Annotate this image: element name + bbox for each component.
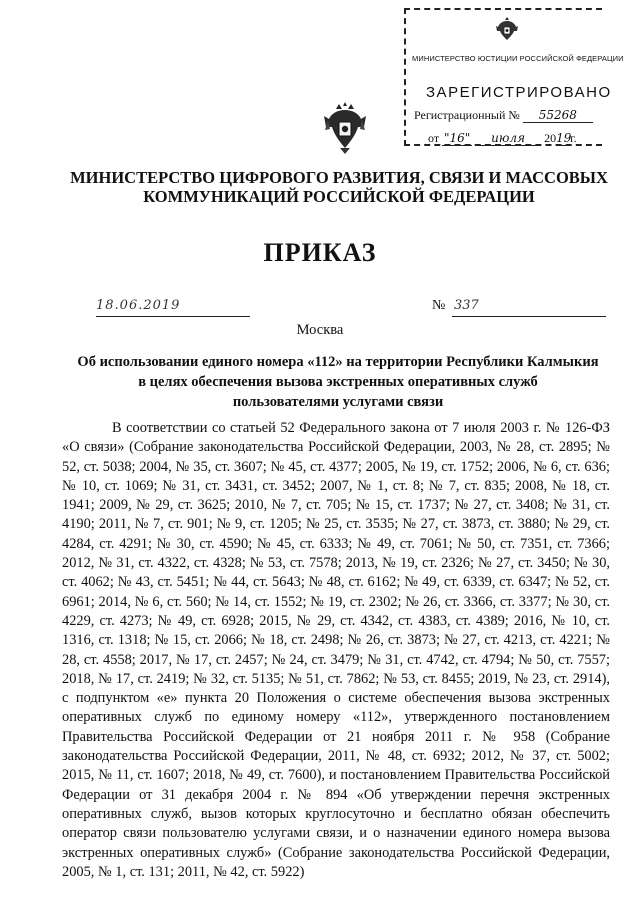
order-number-field — [452, 298, 606, 317]
stamp-reg-number-handwritten: 55268 — [523, 108, 593, 123]
stamp-registration-number — [414, 108, 593, 123]
ministry-name — [40, 168, 638, 206]
stamp-date-month: июля — [475, 131, 541, 146]
order-date-handwritten: 18.06.2019 — [96, 298, 181, 313]
stamp-date-year-prefix: 20 — [544, 131, 557, 145]
stamp-registration-date — [428, 131, 577, 146]
stamp-reg-label: Регистрационный № — [414, 108, 520, 122]
order-subject-line1: Об использовании единого номера «112» на территории Республики Калмыкия — [77, 354, 599, 370]
order-subject-line2: в целях обеспечения вызова экстренных оперативных служб — [138, 374, 538, 390]
order-date-field — [96, 298, 250, 317]
order-subject — [40, 352, 636, 412]
order-subject-line3: пользователями услугами связи — [232, 394, 444, 410]
order-city: Москва — [296, 322, 344, 338]
stamp-ministry-name: МИНИСТЕРСТВО ЮСТИЦИИ РОССИЙСКОЙ ФЕДЕРАЦИИ — [412, 54, 624, 63]
ministry-name-line2: КОММУНИКАЦИЙ РОССИЙСКОЙ ФЕДЕРАЦИИ — [143, 187, 535, 206]
coat-of-arms-icon — [322, 100, 368, 156]
stamp-date-year: 19 — [556, 131, 572, 145]
stamp-registered-label: ЗАРЕГИСТРИРОВАНО — [426, 84, 612, 101]
ministry-name-line1: МИНИСТЕРСТВО ЦИФРОВОГО РАЗВИТИЯ, СВЯЗИ И МАССОВЫХ — [70, 168, 608, 187]
stamp-date-prefix: от — [428, 131, 440, 145]
registration-stamp — [404, 8, 624, 146]
order-number-handwritten: 337 — [454, 298, 479, 313]
stamp-date-day: "16" — [443, 131, 471, 145]
coat-of-arms-icon — [494, 14, 520, 44]
stamp-date-suffix: г. — [570, 131, 577, 145]
body-paragraph: В соответствии со статьей 52 Федерального закона от 7 июля 2003 г. № 126-ФЗ «О связи» (Собрание законодательства Российской Федерации, 2003, № 28, ст. 2895; № 52, ст. 5038; 2004, № 35, ст. 3607; № 45, ст. 4377; 2005, № 19, ст. 1752; 2006, № 6, ст. 636; № 10, ст. 1069; № 31, ст. 3431, ст. 3452; 2007, № 1, ст. 8; № 7, ст. 835; 2008, № 18, ст. 1941; 2009, № 29, ст. 3625; 2010, № 7, ст. 705; № 15, ст. 1737; № 27, ст. 3408; № 31, ст. 4190; 2011, № 7, ст. 901; № 9, ст. 1205; № 25, ст. 3535; № 27, ст. 3873, ст. 3880; № 29, ст. 4284, ст. 4291; № 30, ст. 4590; № 45, ст. 6333; № 49, ст. 7061; № 50, ст. 7351, ст. 7366; 2012, № 31, ст. 4322, ст. 4328; № 53, ст. 7578; 2013, № 19, ст. 2326; № 27, ст. 3450; № 30, ст. 4062; № 43, ст. 5451; № 44, ст. 5643; № 48, ст. 6162; № 49, ст. 6339, ст. 6347; № 52, ст. 6961; 2014, № 6, ст. 560; № 14, ст. 1552; № 19, ст. 2302; № 26, ст. 3366, ст. 3377; № 30, ст. 4229, ст. 4273; № 49, ст. 6928; 2015, № 29, ст. 4342, ст. 4383, ст. 4389; 2016, № 10, ст. 1316, ст. 1318; № 15, ст. 2066; № 18, ст. 2498; № 26, ст. 3873; № 27, ст. 4213, ст. 4221; № 28, ст. 4558; 2017, № 17, ст. 2457; № 24, ст. 3479; № 31, ст. 4742, ст. 4794; № 50, ст. 7557; 2018, № 17, ст. 2419; № 32, ст. 5135; № 51, ст. 7862; № 53, ст. 8455; 2019, № 23, ст. 2914), с подпунктом «е» пункта 20 Положения о системе обеспечения вызова экстренных оперативных служб по единому номеру «112», утвержденного постановлением Правительства Российской Федерации от 21 ноября 2011 г. № 958 (Собрание законодательства Российской Федерации, 2011, № 48, ст. 6932; 2012, № 37, ст. 5002; 2015, № 11, ст. 1607; 2018, № 49, ст. 7600), и постановлением Правительства Российской Федерации от 31 декабря 2004 г. № 894 «Об утверждении перечня экстренных оперативных служб, вызов которых круглосуточно и бесплатно обязан обеспечить оператор связи пользователю услугами связи, и о назначении единого номера вызова экстренных оперативных служб» (Собрание законодательства Российской Федерации, 2005, № 1, ст. 131; 2011, № 42, ст. 5922) — [62, 420, 610, 880]
document-type-title: ПРИКАЗ — [263, 238, 377, 267]
order-number-sign: № — [432, 298, 446, 313]
